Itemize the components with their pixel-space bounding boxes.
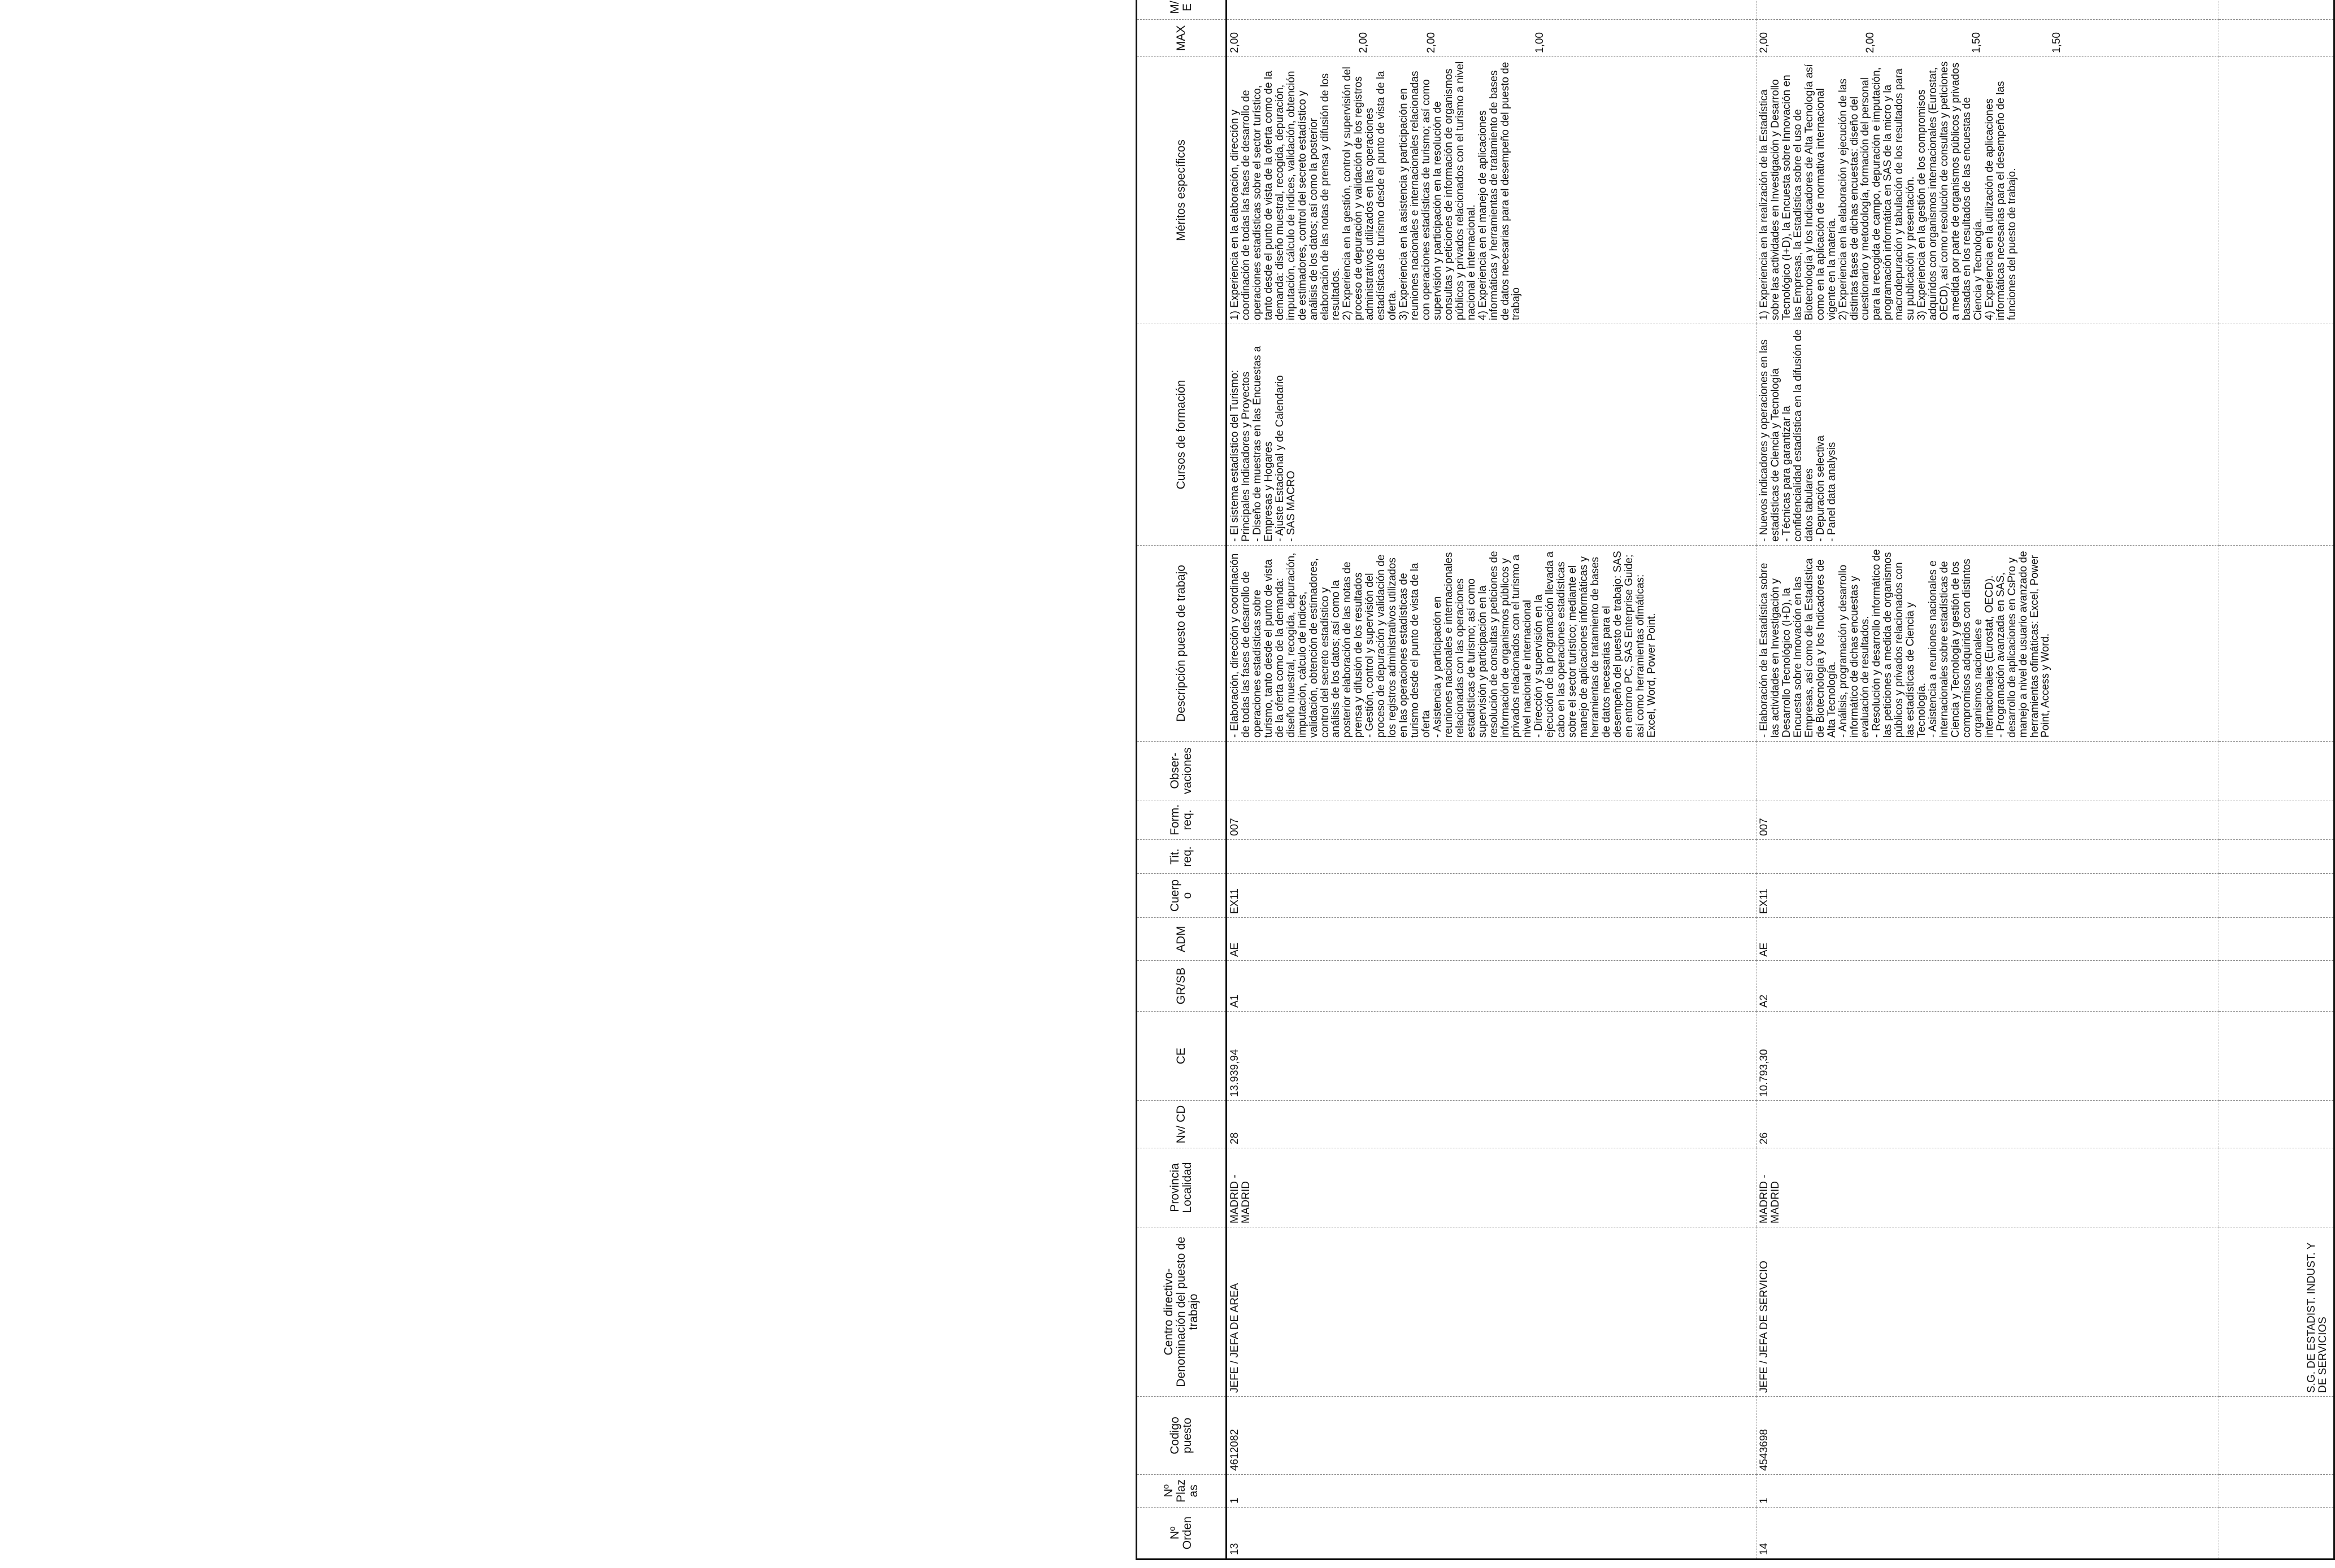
- cell-meritos: 1) Experiencia en la elaboración, dirección y coordinación de todas las fases de desarrollo de operaciones estadísticas sobre el sector turístico, tanto desde el punto de vista de la oferta como de la demanda: diseño muestral, recogida, depuración, imputación, cálculo de índices, validación, obtención de estimadores, control del secreto estadístico y análisis de los datos; así como la posterior elaboración de las notas de prensa y difusión de los resultados. 2) Experiencia en la gestión, control y supervisión del proceso de depuración y validación de los registros administrativos utilizados en las operaciones estadísticas de turismo desde el punto de vista de la oferta. 3) Experiencia en la asistencia y participación en reuniones nacionales e internacionales relacionadas con operaciones estadísticas de turismo; así como supervisión y participación en la resolución de consultas y peticiones de información de organismos públicos y privados relacionados con el turismo a nivel nacional e internacional. 4) Experiencia en el manejo de aplicaciones informáticas y herramientas de tratamiento de bases de datos necesarias para el desempeño del puesto de trabajo: [1227, 57, 1756, 324]
- header-ce: CE: [1137, 1012, 1227, 1101]
- cell-cuerpo: EX11: [1756, 874, 2219, 918]
- header-provincia: Provincia Localidad: [1137, 1148, 1227, 1227]
- cell-ce: 13.939,94: [1227, 1012, 1756, 1101]
- cell-meritos: 1) Experiencia en la realización de la Estadística sobre las actividades en Investigación y Desarrollo Tecnológico (I+D), la Encuesta sobre Innovación en las Empresas, la Estadística sobre el uso de Biotecnología y los Indicadores de Alta Tecnología así como en la aplicación de normativa internacional vigente en la materia. 2) Experiencia en la elaboración y ejecución de las distintas fases de dichas encuestas: diseño del cuestionario y metodología, formación del personal para la recogida de campo, depuración e imputación, programación informática en SAS de la micro y la macrodepuración y tabulación de los resultados para su publicación y presentación. 3) Experiencia en la gestión de los compromisos adquiridos con organismos internacionales (Eurostat, OECD), así como resolución de consultas y peticiones a medida por parte de organismos públicos y privados basadas en los resultados de las encuestas de Ciencia y Tecnología. 4) Experiencia en la utilización de aplicaciones informáticas necesarias para el desempeño de las funciones del puesto de trabajo.: [1756, 57, 2219, 324]
- header-observaciones: Obser- vaciones: [1137, 742, 1227, 800]
- header-plazas: Nº Plazas: [1137, 1475, 1227, 1508]
- header-cuerpo: Cuerpo: [1137, 874, 1227, 918]
- cell-me: [1756, 0, 2219, 20]
- header-row: [1137, 0, 1227, 1560]
- table-row: [1756, 0, 2219, 1560]
- header-formacion: Form. req.: [1137, 800, 1227, 840]
- table-row: [1227, 0, 1756, 1560]
- empty-cell: [2219, 57, 2334, 324]
- cell-codigo: 4612082: [1227, 1397, 1756, 1475]
- cell-max: [1227, 20, 1756, 57]
- empty-cell: [2219, 1508, 2334, 1560]
- cell-titulacion: [1227, 840, 1756, 874]
- header-orden: Nº Orden: [1137, 1508, 1227, 1560]
- max-value: 2,00: [1425, 32, 1437, 53]
- empty-cell: [2219, 1101, 2334, 1148]
- empty-cell: [2219, 324, 2334, 546]
- cell-cursos: - Nuevos indicadores y operaciones en las estadísticas de Ciencia y Tecnología - Técnicas para garantizar la confidencialidad estadística en la difusión de datos tabulares - Depuración selectiva - Panel data analysis: [1756, 324, 2219, 546]
- header-centro: Centro directivo- Denominación del puesto de trabajo: [1137, 1227, 1227, 1397]
- empty-cell: [2219, 961, 2334, 1012]
- header-codigo: Codigo puesto: [1137, 1397, 1227, 1475]
- cell-codigo: 4543698: [1756, 1397, 2219, 1475]
- max-value: 1,50: [2051, 32, 2063, 53]
- max-value: 2,00: [1358, 32, 1369, 53]
- cell-grupo: A1: [1227, 961, 1756, 1012]
- cell-adm: AE: [1756, 918, 2219, 961]
- cell-cursos: - El sistema estadístico del Turismo: Principales Indicadores y Proyectos - Diseño de muestras en las Encuestas a Empresas y Hogares - Ajuste Estacional y de Calendario - SAS MACRO: [1227, 324, 1756, 546]
- cell-descripcion: - Elaboración, dirección y coordinación de todas las fases de desarrollo de operaciones estadísticas sobre turismo, tanto desde el punto de vista de la oferta como de la demanda: diseño muestral, recogida, depuración, imputación, cálculo de índices, validación, obtención de estimadores, control del secreto estadístico y análisis de los datos; así como la posterior elaboración de las notas de prensa y difusión de los resultados - Gestión, control y supervisión del proceso de depuración y validación de los registros administrativos utilizados en las operaciones estadísticas de turismo desde el punto de vista de la oferta - Asistencia y participación en reuniones nacionales e internacionales relacionadas con las operaciones estadísticas de turismo; así como supervisión y participación en la resolución de consultas y peticiones de información de organismos públicos y privados relacionados con el turismo a nivel nacional e internacional - Dirección y supervisión en la ejecución de la programación llevada a cabo en las operaciones estadísticas sobre el sector turístico; mediante el manejo de aplicaciones informáticas y herramientas de tratamiento de bases de datos necesarias para el desempeño del puesto de trabajo: SAS en entorno PC, SAS Enterprise Guide; así como herramientas ofimáticas: Excel, Word, Power Point.: [1227, 546, 1756, 742]
- cell-centro: JEFE / JEFA DE SERVICIO: [1756, 1227, 2219, 1397]
- max-value: 1,00: [1534, 32, 1546, 53]
- max-value: 2,00: [1229, 32, 1241, 53]
- header-meritos: Méritos específicos: [1137, 57, 1227, 324]
- cell-titulacion: [1756, 840, 2219, 874]
- cell-ce: 10.793,30: [1756, 1012, 2219, 1101]
- empty-cell: [2219, 840, 2334, 874]
- rotated-table-sheet: [1136, 0, 2329, 1560]
- header-titulacion: Tit. req.: [1137, 840, 1227, 874]
- header-me: M/E: [1137, 0, 1227, 20]
- cell-me: [1227, 0, 1756, 20]
- empty-cell: [2219, 1397, 2334, 1475]
- empty-cell: [2219, 742, 2334, 800]
- cell-orden: 14: [1756, 1508, 2219, 1560]
- cell-provincia: MADRID - MADRID: [1756, 1148, 2219, 1227]
- empty-cell: [2219, 1012, 2334, 1101]
- cell-formacion: 007: [1756, 800, 2219, 840]
- empty-cell: [2219, 546, 2334, 742]
- positions-table: [1136, 0, 2335, 1560]
- cell-nivel: 26: [1756, 1101, 2219, 1148]
- empty-cell: [2219, 0, 2334, 20]
- header-max: MAX: [1137, 20, 1227, 57]
- empty-cell: [2219, 874, 2334, 918]
- cell-max: [1756, 20, 2219, 57]
- empty-cell: [2219, 20, 2334, 57]
- empty-cell: [2219, 1475, 2334, 1508]
- cell-observaciones: [1756, 742, 2219, 800]
- cell-descripcion: - Elaboración de la Estadística sobre las actividades en Investigación y Desarrollo Tecnológico (I+D), la Encuesta sobre Innovación en las Empresas, así como de la Estadística de Biotecnología y los Indicadores de Alta Tecnología. - Análisis, programación y desarrollo informático de dichas encuestas y evaluación de resultados. - Resolución y desarrollo informático de las peticiones a medida de organismos públicos y privados relacionados con las estadísticas de Ciencia y Tecnología. - Asistencia a reuniones nacionales e internacionales sobre estadísticas de Ciencia y Tecnología y gestión de los compromisos adquiridos con distintos organismos nacionales e internacionales (Eurostat, OECD). - Programación avanzada en SAS, desarrollo de aplicaciones en CsPro y manejo a nivel de usuario avanzado de herramientas ofimáticas: Excel, Power Point, Access y Word.: [1756, 546, 2219, 742]
- cell-adm: AE: [1227, 918, 1756, 961]
- cell-grupo: A2: [1756, 961, 2219, 1012]
- cell-nivel: 28: [1227, 1101, 1756, 1148]
- cell-centro: JEFE / JEFA DE AREA: [1227, 1227, 1756, 1397]
- subdireccion-label: S.G. DE ESTADIST. INDUST. Y DE SERVICIOS: [2219, 1227, 2334, 1397]
- cell-observaciones: [1227, 742, 1756, 800]
- max-value: 2,00: [1758, 32, 1770, 53]
- cell-plazas: 1: [1756, 1475, 2219, 1508]
- empty-cell: [2219, 1148, 2334, 1227]
- empty-cell: [2219, 800, 2334, 840]
- cell-provincia: MADRID - MADRID: [1227, 1148, 1756, 1227]
- header-adm: ADM: [1137, 918, 1227, 961]
- header-nivel: Nv/ CD: [1137, 1101, 1227, 1148]
- table-row: [2219, 0, 2334, 1560]
- header-grupo: GR/SB: [1137, 961, 1227, 1012]
- header-cursos: Cursos de formación: [1137, 324, 1227, 546]
- cell-formacion: 007: [1227, 800, 1756, 840]
- cell-plazas: 1: [1227, 1475, 1756, 1508]
- max-value: 2,00: [1864, 32, 1876, 53]
- max-value: 1,50: [1971, 32, 1982, 53]
- header-descripcion: Descripción puesto de trabajo: [1137, 546, 1227, 742]
- cell-orden: 13: [1227, 1508, 1756, 1560]
- cell-cuerpo: EX11: [1227, 874, 1756, 918]
- empty-cell: [2219, 918, 2334, 961]
